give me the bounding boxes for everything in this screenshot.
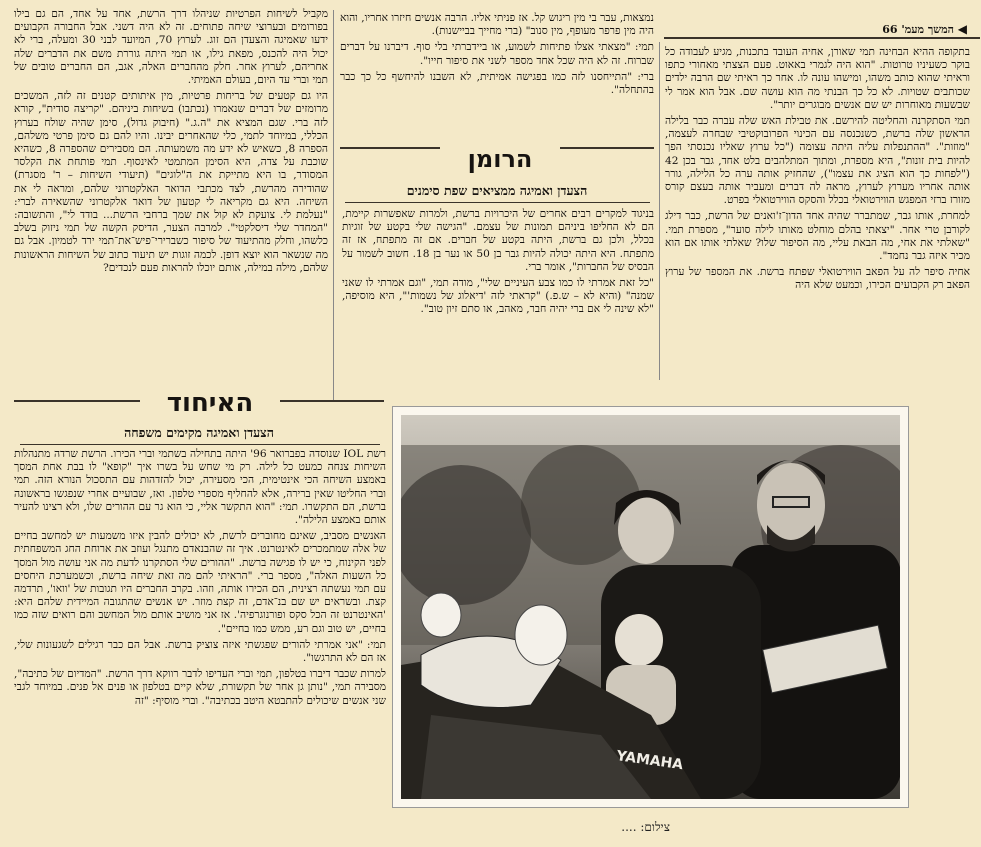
section-subtitle-roman: הצעדן ואמיגה ממציאים שפת סימנים [406,183,588,198]
photo-illustration [401,415,900,799]
paragraph: מקביל לשיחות הפרטיות שניהלו דרך הרשת, אחד על אחד, הם גם בילו בפורומים ובערוצי שיחה פתוחים. זה לא היה דשני. אבל החבורה הקבועים ידעו שאמיגה והצעדן הם זוג. לערוץ 70, המיועד לבני 30 ומעלה, ברי לא יכול היה להכנס, מפאת גילו, או תמי היתה גוררת משם את הדברים שלה אחריהם, לערוץ אחר. חלק מהחברים האלה, אגב, הם החברים טובים של תמי וברי עד היום, בעולם האמיתי. [14,8,328,87]
section-rule [345,202,650,203]
paragraph: אחיה סיפר לה על הפאב הווירטואלי שפתח ברשת. את המספר של ערוץ הפאב רק הקבועים הכירו, וכמעט שלא היה [665,266,970,292]
article-column-right [665,46,970,381]
paragraph: תמי: "מצאתי אצלו פתיחות לשמוע, או ביידברתי בלי סוף. דיברנו על דברים שברוח. זה לא היה שכל אחד מספר לשני את סיפור חייו". [340,41,654,67]
article-column-center-bottom [342,208,654,378]
paragraph: בתקופה ההיא הבחינה תמי שאורן, אחיה העובד בתכנות, מגיע לעבודה כל בוקר כשעיניו טרוטות. "הוא היה לגמרי באאוט. פעם הצצתי מאחורי כתפו וראיתי שהוא כותב משהו, ומישהו עונה לו. אחר כך ראיתי שם הרבה ילדים שכותבים שטויות. לא כל כך הבנתי מה הוא עושה שם. אבל הוא אמר לי שבשעות מאוחרות יש שם אנשים מבוגרים יותר". [665,46,970,111]
family-photo [392,406,909,808]
paragraph: למרות שכבר דיברו בטלפון, תמי וברי העדיפו לדבר רווקא דרך הרשת. "המדיום של כתיבה", מסבירה תמי, "נותן גן אחר של תקשורת, שלא קיים בטלפון או פנים אל פנים. במיוחד לגבי שני אנשים שיכולים להתבטא היטב בכתיבה". וברי מוסיף: "זה [14,668,386,707]
section-title-roman: הרומן [440,145,560,173]
section-title-ichud: האיחוד [140,388,280,418]
article-column-center-top [340,12,654,122]
paragraph: האנשים מסביב, שאינם מחוברים לרשת, לא יכולים להבין איזו משמעות יש למחשב בחיים של אלה שמתמכרים לאינטרנט. איך זה שהבנאדם מתנגל ועוזב את ארוחת החג המשפחתית לפני הקינוח, כי יש לו פגישה ברשת. "ההורים שלי הסתקרנו לדעת מה אני עושה מול המסך כל השעות האלה", מספר ברי. "הראיתי להם מה זאת שיחה ברשת, וכשמערכת היחסים עם תמי נעשתה רצינית, הם הכירו אותה, וזהו. בקרב החברים היו תגובות של 'וואו', תרדמה קצת. ובשראים יש שם בנ־אדם, זה קצת מוזר. יש אנשים שהתגובה המיידית שלהם היא: 'האינטרנט זה הכל סקס ופורנוגרפיה'. אז אני מושיב אותם מול המחשב והם רואים שזה כמו בחיים, יש טוב וגם רע, ממש כמו בחיים". [14,530,386,635]
continuation-label: המשך מעמ' 66 [882,23,954,36]
column-divider [659,42,660,380]
paragraph: למחרת, אותו גבר, שמתברר שהיה אחד הדון־ז'ואנים של הרשת, כבר דילג לקורבן טרי אחר. "יצאתי בהלם מוחלט מאותו לילה סוער", מספרת תמי. "שאלתי את אחי, מה הבאת עליי, מה הסיפור שלו? שאלתי אותו אם הוא מכיר איזה גבר נחמד". [665,210,970,263]
continuation-header [827,22,967,36]
column-divider [333,10,334,402]
article-column-left-top [14,8,328,388]
article-column-left-bottom [14,448,386,847]
paragraph: בניגוד למקרים רבים אחרים של היכרויות ברשת, ולמרות שאפשרות קיימת, הם לא החליפו ביניהם תמונות של עצמם. "הגישה שלי בקטע של זוגיות בכלל, ולכן גם ברשת, היתה בקטע של חברים. אם זה מתפתח, אז זה מתפתח. היא היתה יכולה להיות גבר בן 50 או נער בן 18. חשוב לשמור על הבסיס של החברות", אומר ברי. [342,208,654,273]
triangle-left-icon: ◀ [957,22,967,36]
paragraph: ברי: "התייחסנו לזה כמו בפגישה אמיתית, לא השבנו להיחשף כל כך כבר בהתחלה". [340,70,654,97]
paragraph: היו גם קטעים של בריחות פרטיות, מין איתותים קטנים זה לזה, המשכים מרומזים של דברים שנאמרו (נכתבו) בשיחות ביניהם. "קריצה סודית", קורא לזה ברי. שגם המציא את "ה.ג." (חיבוק גדול), סימן שהיה שולח בערוץ הכללי, במיוחד לתמי, כלי שהאחרים יבינו. והיו להם גם סימן פרטי משלהם, הספרה 8, כשאיש לא ידע מה משמעותה. הם מסבירים שהספרה 8, כשהיא שוכבת על צדה, היא הסימן המתמטי לאינסוף. תמי פותחת את הקלסר המסודר, בו היא מתייקת את ה"לוגים" (תיעודי השיחות – ר' מסגרת) שהודירה מהרשת, לצד מכתבי הדואר האלקטרוני שלהם, ומראה לי את השיחה. היא גם מקריאה לי קטעון של דואר אלקטרוני שהשאירה לברי: "נעלמת לי. צועקת לא קול את שמך ברחבי הרשת... בודד לי", והתשובה: "המחדר שלי דיסלקטי". למרבה הצער, הדיסק הקשה של תמי ניזוק בשלב כלשהו, וחלק מהתיעוד של סיפור כשברירי־פיש־את־תמי ירד לטמיון. אבל גם מה שנשאר הוא יוצא דופן. לכמה זוגות יש תיעוד כתוב של השיחות הראשונות שלהם, מילה במילה, אותם יוכלו להראות פעם לנכדים? [14,90,328,274]
paragraph: רשת IOL שנוסדה בפברואר 96' היתה בתחילה בשתמי וברי הכירו. הרשת שרדה מתנהלות השיחות צנחה כמעט כל לילה. רק מי שחש על בשרו איך "קופא" לו בבת אחת המסך באמצע השיחה הכי אינטימית, הכי מסעירה, יכול להזדהות עם התסכול הנורא הזה. תמי וברי החליטו שאין ברירה, אלא להחליף מספרי טלפון. ואז, שבועיים אחרי שנפגשו בראשונה ברשת, הם התקשרו. תמי: "הוא התקשר אליי, כי הוא גר עם ההורים שלו, ולא רצינו להעיר אותם באמצע הלילה". [14,448,386,527]
paragraph: תמי: "אני אמרתי להורים שפגשתי איזה צוציק ברשת. אבל הם כבר רגילים לשגעונות שלי, אז הם לא התרגשו". [14,638,386,665]
header-rule [664,37,980,39]
photo-caption: צילום: .... [621,820,670,834]
paragraph: "כל זאת אמרתי לו כמו צבע העיניים שלי", מודה תמי, "וגם אמרתי לו שאני שמנה" (והיא לא – ש.פ.) "קראתי לזה 'דיאלוג של נשמות'", היא מוסיפה, "לא שינה לי אם ברי יהיה חבר, מאהב, או סתם זיון טוב". [342,277,654,316]
paragraph: נמצאות, עבר בי מין ריגוש קל. אז פניתי אליו. הרבה אנשים חיזרו אחריו, והוא היה מין פרפר מעופף, מין סנוב" (ברי מחייך בביישנות). [340,12,654,38]
paragraph: תמי הסתקרנה והחליטה להירשם. את טבילת האש שלה עברה כבר בלילה הראשון שלה ברשת, כשנכנסה עם הכינוי הפרובוקטיבי שבחרה לעצמה, "מוזות". "ההתנפלות עליה היתה עצומה ("כל ערוץ שאליו נכנסתי הפך להיות בית זונות", היא מספרת, ומתוך המתלהבים בלט אחד, גבר בכן 42 ("לפחות כך הוא הציג את עצמו"), שהחזיק אותה ערה כל הלילה, גורר אותה אחריו מערוץ לערוץ, מראה לה דברים ומעביר אותה בעצם קורס מזורז ברזי המפגש הווירטואלי בכלל והסקס הווירטואלי בפרט. [665,115,970,207]
bike-brand-label: YAMAHA [615,748,684,774]
section-subtitle-ichud: הצעדן ואמיגה מקימים משפחה [124,425,274,440]
section-rule [20,444,380,445]
